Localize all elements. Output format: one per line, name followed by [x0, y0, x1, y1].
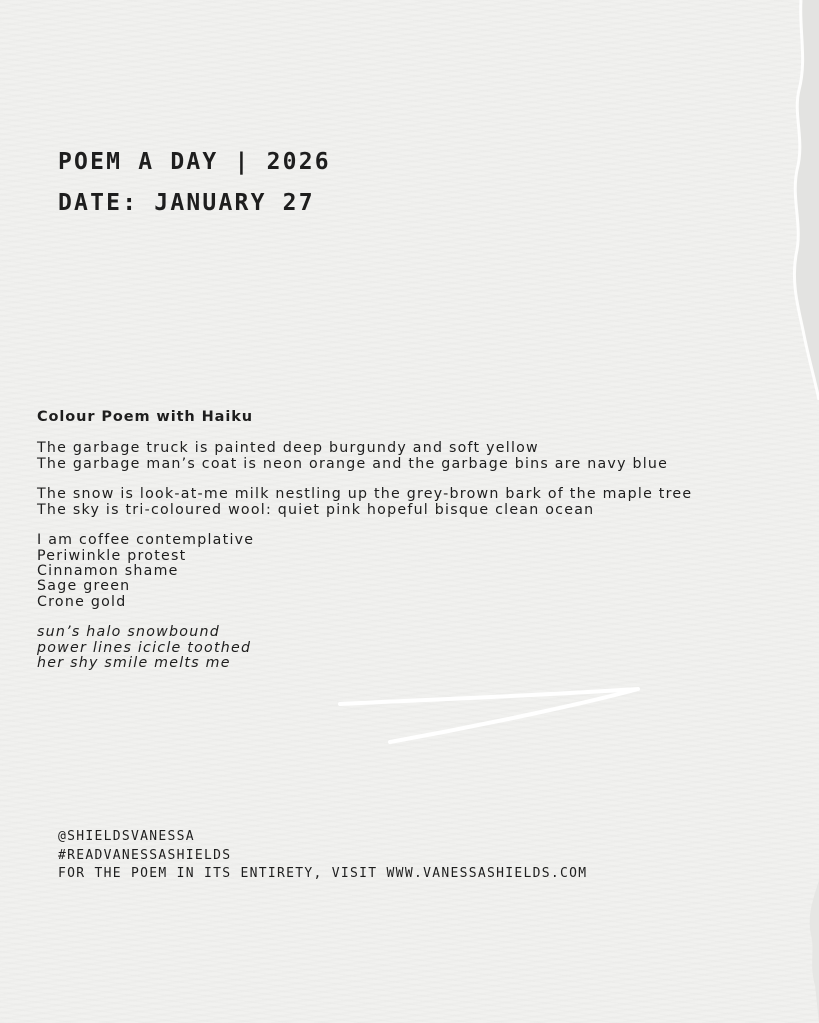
stanza-2: [37, 487, 777, 518]
white-scribble-decoration: [330, 680, 650, 755]
social-handle: @SHIELDSVANESSA: [58, 829, 195, 844]
poem-title: Colour Poem with Haiku: [37, 409, 253, 425]
poem-line: The garbage man’s coat is neon orange and the garbage bins are navy blue: [37, 455, 669, 472]
stanza-1: [37, 441, 777, 472]
haiku-line: sun’s halo snowbound: [37, 624, 220, 641]
poem-date: DATE: JANUARY 27: [58, 190, 315, 216]
poem-line: Cinnamon shame: [37, 563, 179, 580]
poem-header: [58, 142, 331, 224]
website-note: FOR THE POEM IN ITS ENTIRETY, VISIT WWW.VANESSASHIELDS.COM: [58, 866, 588, 881]
haiku-line: her shy smile melts me: [37, 655, 231, 672]
poem-body: [37, 410, 777, 687]
hashtag: #READVANESSASHIELDS: [58, 847, 232, 863]
poem-line: Crone gold: [37, 593, 127, 610]
footer-credits: [58, 828, 587, 884]
poem-line: I am coffee contemplative: [37, 532, 255, 549]
haiku-line: power lines icicle toothed: [37, 639, 252, 656]
poem-line: Periwinkle protest: [37, 547, 187, 564]
series-title: POEM A DAY | 2026: [58, 149, 331, 175]
poem-line: The garbage truck is painted deep burgundy and soft yellow: [37, 440, 539, 457]
stanza-3: [37, 533, 777, 609]
poem-line: The snow is look-at-me milk nestling up the grey-brown bark of the maple tree: [37, 486, 693, 503]
poem-line: Sage green: [37, 578, 131, 595]
haiku: [37, 625, 777, 671]
poem-line: The sky is tri-coloured wool: quiet pink hopeful bisque clean ocean: [37, 501, 595, 518]
